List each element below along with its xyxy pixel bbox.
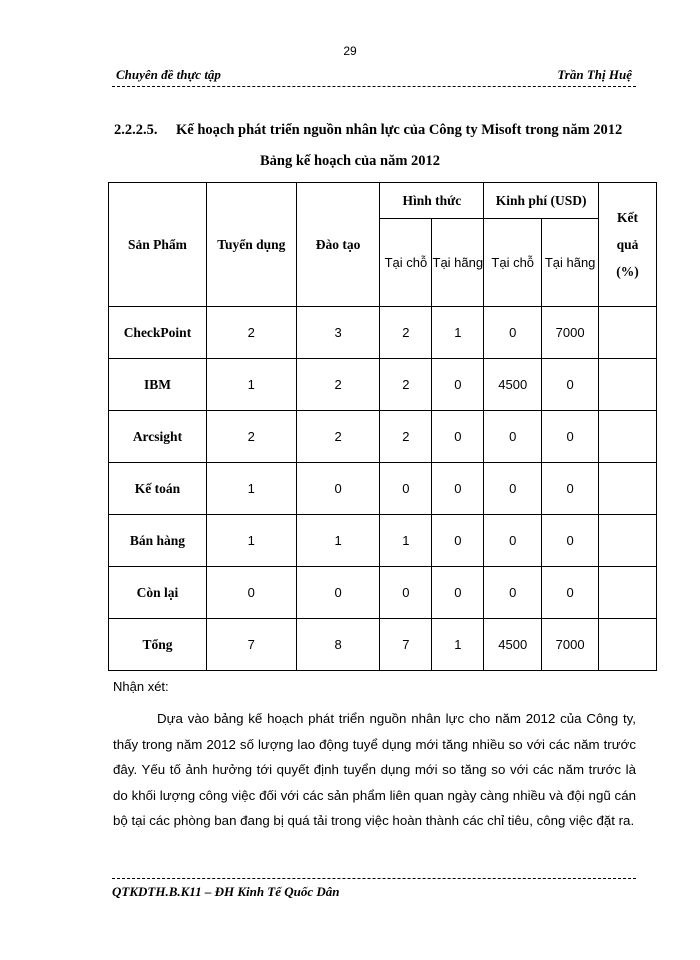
cell-recruit: 7 [206,619,296,671]
cell-cost-vendor: 0 [542,359,599,411]
cell-recruit: 1 [206,515,296,567]
header-author: Trần Thị Huệ [557,67,632,82]
cell-cost-local: 0 [484,307,542,359]
cell-form-vendor: 0 [432,463,484,515]
page-footer: QTKDTH.B.K11 – ĐH Kinh Tế Quốc Dân [112,878,636,900]
cell-result [599,619,657,671]
section-heading [114,122,622,139]
cell-form-local: 2 [380,307,432,359]
cell-cost-vendor: 0 [542,567,599,619]
cell-recruit: 1 [206,463,296,515]
cell-recruit: 1 [206,359,296,411]
table-row [109,567,657,619]
cell-cost-local: 0 [484,411,542,463]
page-header [112,66,636,87]
cell-cost-vendor: 7000 [542,307,599,359]
cell-training: 8 [296,619,380,671]
cell-cost-vendor: 0 [542,515,599,567]
cell-product: IBM [109,359,207,411]
cell-product: CheckPoint [109,307,207,359]
cell-cost-local: 4500 [484,359,542,411]
cell-product: Tổng [109,619,207,671]
cell-form-vendor: 1 [432,619,484,671]
cell-cost-vendor: 0 [542,411,599,463]
cell-cost-vendor: 0 [542,463,599,515]
cell-product: Bán hàng [109,515,207,567]
cell-cost-local: 0 [484,463,542,515]
cell-result [599,463,657,515]
table-row [109,359,657,411]
cell-form-vendor: 0 [432,567,484,619]
subheader-form-local: Tại chỗ [380,219,432,307]
page-number: 29 [343,44,357,58]
table-header-row [109,183,657,219]
cell-result [599,307,657,359]
subheader-form-vendor: Tại hãng [432,219,484,307]
cell-form-local: 0 [380,567,432,619]
cell-cost-local: 0 [484,567,542,619]
cell-form-vendor: 0 [432,359,484,411]
subheader-cost-vendor: Tại hãng [542,219,599,307]
cell-training: 0 [296,463,380,515]
cell-recruit: 2 [206,307,296,359]
header-training: Đào tạo [296,183,380,307]
cell-training: 0 [296,567,380,619]
cell-form-local: 1 [380,515,432,567]
remarks-paragraph: Dựa vào bảng kế hoạch phát triển nguồn nhân lực cho năm 2012 của Công ty, thấy trong năm 2012 số lượng lao động tuyể dụng mới tăng nhiều so với các năm trước đây. Yếu tố ảnh hưởng tới quyết định tuyển dụng mới so tăng so với các năm trước là do khối lượng công việc đối với các sản phẩm liên quan ngày càng nhiều và đội ngũ cán bộ tại các phòng ban đang bị quá tải trong việc hoàn thành các chỉ tiêu, công việc đặt ra. [113,711,636,829]
header-result [599,183,657,307]
cell-product: Arcsight [109,411,207,463]
table-row [109,463,657,515]
cell-training: 2 [296,411,380,463]
cell-training: 1 [296,515,380,567]
plan-table [108,182,657,671]
table-row [109,307,657,359]
cell-cost-local: 4500 [484,619,542,671]
cell-form-local: 7 [380,619,432,671]
cell-form-local: 2 [380,411,432,463]
table-row [109,411,657,463]
cell-form-vendor: 0 [432,515,484,567]
cell-result [599,411,657,463]
cell-recruit: 0 [206,567,296,619]
cell-result [599,567,657,619]
cell-cost-vendor: 7000 [542,619,599,671]
header-form: Hình thức [380,183,484,219]
cell-form-local: 0 [380,463,432,515]
cell-training: 2 [296,359,380,411]
cell-form-vendor: 0 [432,411,484,463]
header-left-title: Chuyên đề thực tập [116,67,221,82]
section-title: Kế hoạch phát triển nguồn nhân lực của Công ty Misoft trong năm 2012 [176,122,623,138]
header-result-line3: (%) [616,264,639,279]
cell-result [599,359,657,411]
remarks-label: Nhận xét: [113,679,169,694]
header-product: Sản Phẩm [109,183,207,307]
cell-training: 3 [296,307,380,359]
table-caption: Bảng kế hoạch của năm 2012 [259,153,441,169]
cell-form-vendor: 1 [432,307,484,359]
header-result-line1: Kết [617,210,639,225]
subheader-cost-local: Tại chỗ [484,219,542,307]
cell-product: Còn lại [109,567,207,619]
table-body [109,307,657,671]
header-cost: Kinh phí (USD) [484,183,599,219]
cell-cost-local: 0 [484,515,542,567]
table-row [109,619,657,671]
table-row [109,515,657,567]
section-number: 2.2.2.5. [114,122,158,138]
cell-form-local: 2 [380,359,432,411]
cell-recruit: 2 [206,411,296,463]
header-result-line2: quả [616,237,639,252]
header-recruit: Tuyển dụng [206,183,296,307]
cell-product: Kế toán [109,463,207,515]
cell-result [599,515,657,567]
